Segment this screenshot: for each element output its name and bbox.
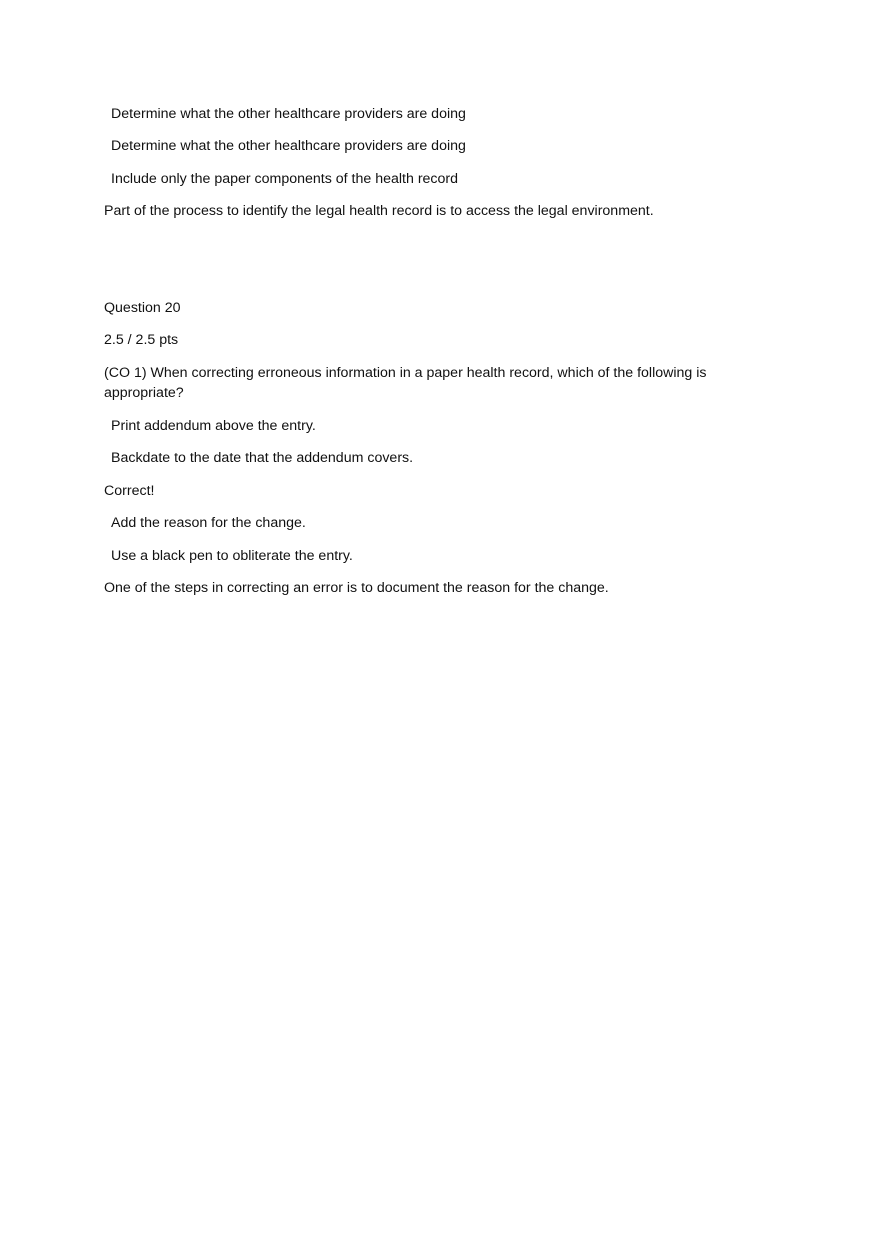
correct-answer-option: Add the reason for the change. (111, 515, 306, 531)
answer-option: Backdate to the date that the addendum covers. (111, 450, 414, 466)
answer-option: Determine what the other healthcare providers are doing (111, 106, 466, 122)
question-prompt: (CO 1) When correcting erroneous information in a paper health record, which of the following is appropriate? (104, 365, 707, 401)
question-score: 2.5 / 2.5 pts (104, 332, 179, 348)
answer-explanation: One of the steps in correcting an error is to document the reason for the change. (104, 580, 609, 596)
answer-option: Include only the paper components of the health record (111, 171, 459, 187)
question-title: Question 20 (104, 300, 181, 316)
answer-option: Use a black pen to obliterate the entry. (111, 548, 353, 564)
answer-option: Determine what the other healthcare providers are doing (111, 138, 466, 154)
answer-explanation: Part of the process to identify the legal health record is to access the legal environment. (104, 203, 654, 219)
answer-option: Print addendum above the entry. (111, 418, 316, 434)
correct-marker: Correct! (104, 483, 155, 499)
